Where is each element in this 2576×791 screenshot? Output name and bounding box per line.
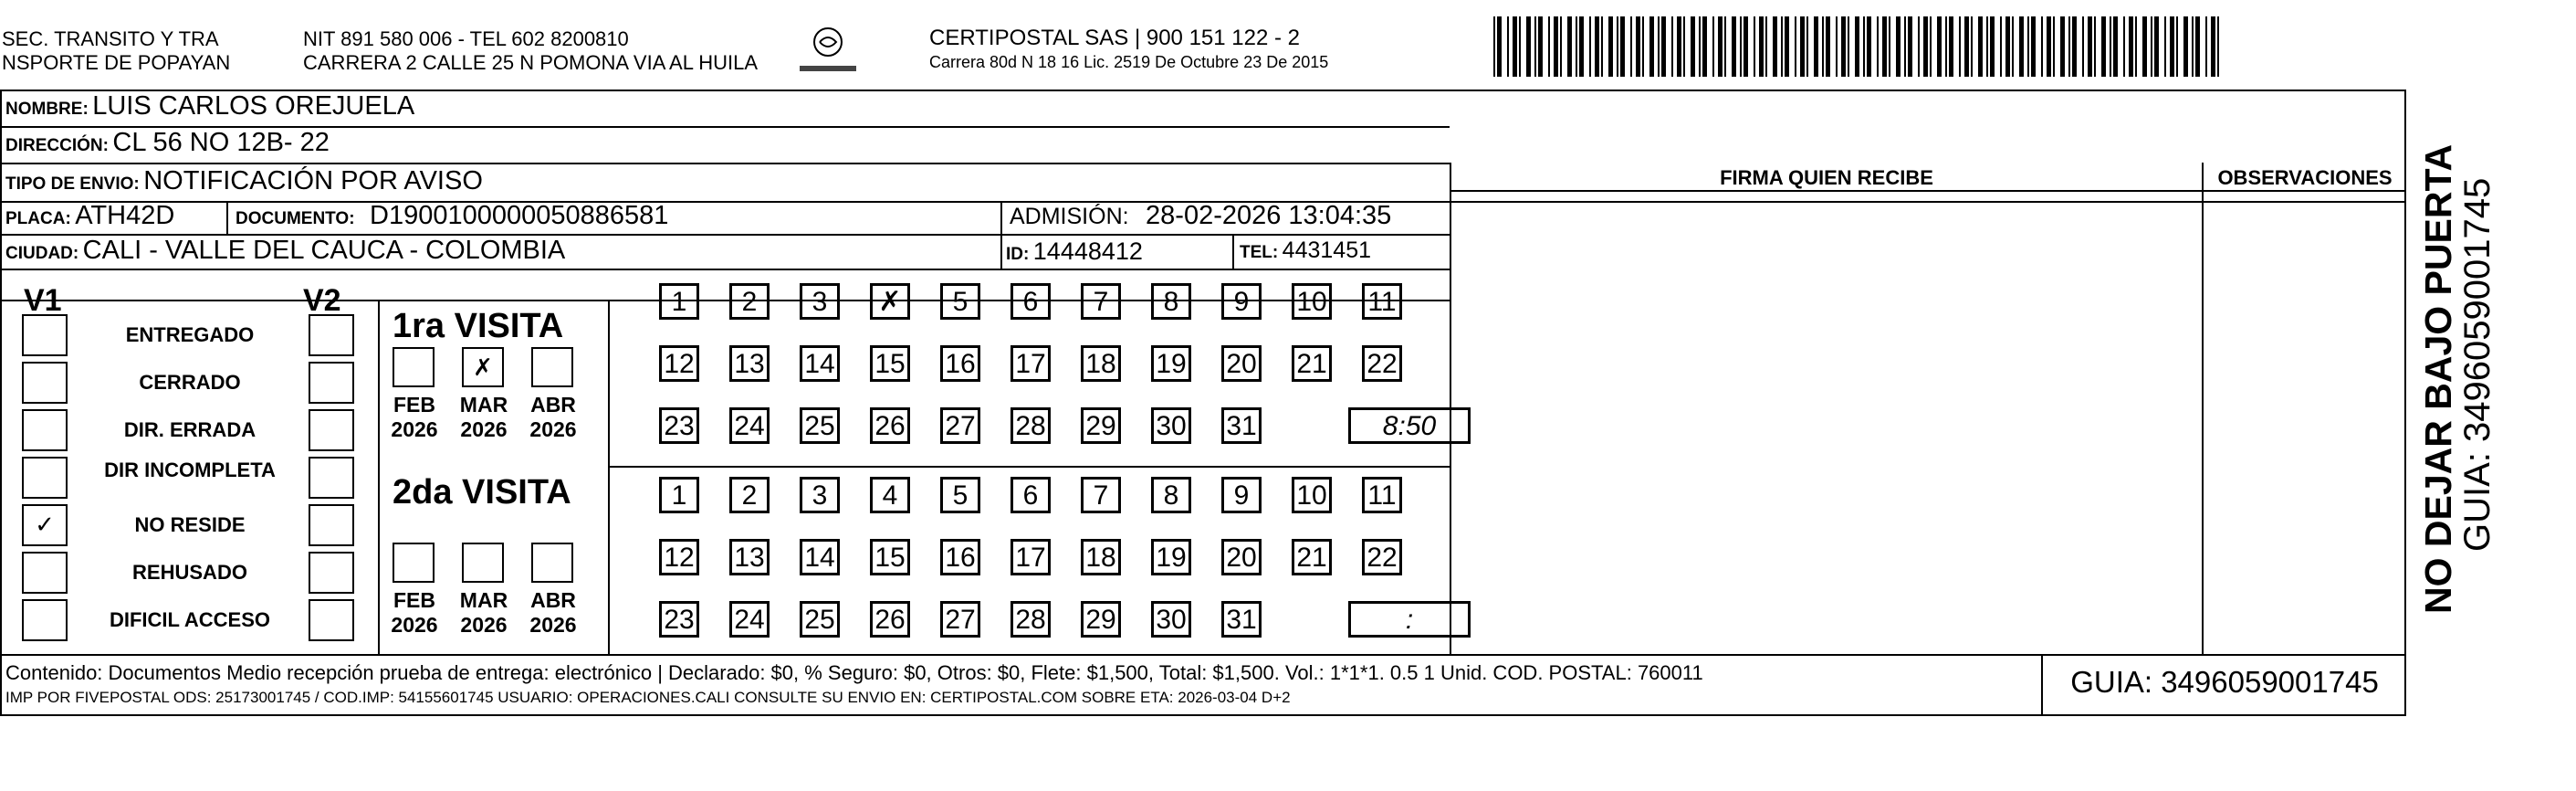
barcode-bar — [1896, 16, 1901, 77]
barcode-bar — [2142, 16, 2147, 77]
barcode-bar — [1671, 16, 1673, 77]
month-year: 2026 — [529, 613, 577, 637]
month-name: MAR — [459, 588, 508, 612]
barcode-bar — [1826, 16, 1830, 77]
barcode-bar — [1759, 16, 1764, 77]
footer-line2: IMP POR FIVEPOSTAL ODS: 25173001745 / COD.IMP: 54155601745 USUARIO: OPERACIONES.CALI CONSULTE SU ENVIO EN: CERTIPOSTAL.COM SOBRE ETA: 2026-03-04 D+2 — [5, 689, 1291, 706]
barcode-bar — [1781, 16, 1783, 77]
barcode-bar — [1601, 16, 1603, 77]
document-row — [236, 201, 668, 231]
v2-checkbox[interactable] — [309, 599, 354, 641]
status-option-label: DIR INCOMPLETA — [104, 459, 276, 481]
barcode-bar — [1773, 16, 1777, 77]
barcode-bar — [1579, 16, 1584, 77]
id-value: 14448412 — [1032, 237, 1143, 265]
barcode-bar — [1636, 16, 1640, 77]
v2-checkbox[interactable] — [309, 552, 354, 594]
status-option-label: ENTREGADO — [125, 323, 255, 346]
signature-header: FIRMA QUIEN RECIBE — [1720, 166, 1933, 189]
barcode-bar — [2088, 16, 2092, 77]
sender-block — [2, 27, 230, 75]
address-label: DIRECCIÓN: — [5, 136, 109, 155]
sender-info-line2: CARRERA 2 CALLE 25 N POMONA VIA AL HUILA — [303, 51, 759, 74]
barcode-bar — [1848, 16, 1849, 77]
barcode-bar — [1493, 16, 1495, 77]
visit2-day-box[interactable]: 10 — [1292, 477, 1332, 513]
barcode-bar — [1589, 16, 1591, 77]
barcode-bar — [1560, 16, 1562, 77]
side-guia: GUIA: 3496059001745 — [2457, 177, 2497, 552]
sender-info-block — [303, 27, 758, 75]
visit1-day-box[interactable]: ✗ — [870, 283, 910, 320]
visit1-day-box[interactable]: 2 — [729, 283, 770, 320]
status-option-label: DIFICIL ACCESO — [109, 608, 270, 631]
v1-checkbox[interactable] — [22, 457, 68, 499]
city-label: CIUDAD: — [5, 244, 79, 263]
visit2-day-box[interactable]: 14 — [800, 539, 840, 575]
barcode-bar — [1702, 16, 1707, 77]
barcode-bar — [1548, 16, 1550, 77]
signature-area[interactable] — [1453, 194, 2200, 652]
barcode-bar — [1513, 16, 1517, 77]
visit1-day-box[interactable]: 21 — [1292, 345, 1332, 382]
visit2-day-box[interactable]: 27 — [940, 601, 980, 638]
barcode-bar — [2047, 16, 2051, 77]
admission-value: 28-02-2026 13:04:35 — [1146, 201, 1392, 230]
barcode-bar — [2129, 16, 2133, 77]
observations-area[interactable] — [2205, 194, 2404, 652]
visit1-day-box[interactable]: 31 — [1221, 407, 1262, 444]
visit1-day-box[interactable]: 9 — [1221, 283, 1262, 320]
visit1-day-box[interactable]: 28 — [1011, 407, 1051, 444]
barcode-bar — [1744, 16, 1748, 77]
barcode-bar — [2012, 16, 2014, 77]
visit1-day-box[interactable]: 18 — [1081, 345, 1121, 382]
visit1-day-box[interactable]: 30 — [1151, 407, 1191, 444]
visit1-day-box[interactable]: 27 — [940, 407, 980, 444]
barcode-bar — [2005, 16, 2010, 77]
visit2-day-box[interactable]: 19 — [1151, 539, 1191, 575]
barcode-bar — [1889, 16, 1890, 77]
visit2-day-box[interactable]: 30 — [1151, 601, 1191, 638]
status-option-label: DIR. ERRADA — [123, 418, 257, 441]
barcode-bar — [1908, 16, 1912, 77]
document-value: D1900100000050886581 — [370, 201, 669, 230]
barcode-bar — [1534, 16, 1536, 77]
visit2-day-box[interactable]: 1 — [659, 477, 699, 513]
visit2-day-box[interactable]: 13 — [729, 539, 770, 575]
visit2-day-box[interactable]: 28 — [1011, 601, 1051, 638]
barcode-graphic — [1490, 16, 2225, 77]
month-year: 2026 — [391, 613, 438, 637]
v2-checkbox[interactable] — [309, 314, 354, 356]
visit1-day-box[interactable]: 15 — [870, 345, 910, 382]
visit2-title: 2da VISITA — [393, 473, 571, 512]
v2-checkbox[interactable] — [309, 409, 354, 451]
delivery-form — [0, 90, 2406, 716]
barcode-bar — [1538, 16, 1543, 77]
barcode-bar — [1814, 16, 1818, 77]
barcode-bar — [1497, 16, 1502, 77]
v1-header: V1 — [24, 283, 62, 318]
visit2-day-box[interactable]: 24 — [729, 601, 770, 638]
barcode-bar — [1620, 16, 1625, 77]
visit2-day-box[interactable]: 5 — [940, 477, 980, 513]
barcode-bar — [1595, 16, 1599, 77]
carrier-line2: Carrera 80d N 18 16 Lic. 2519 De Octubre 23 De 2015 — [929, 53, 1329, 71]
visit1-day-box[interactable]: 20 — [1221, 345, 1262, 382]
barcode-bar — [1519, 16, 1521, 77]
observations-header: OBSERVACIONES — [2217, 166, 2393, 189]
visit2-day-box[interactable]: 2 — [729, 477, 770, 513]
plate-row — [5, 201, 174, 231]
recipient-address: CL 56 NO 12B- 22 — [112, 128, 330, 157]
document-label: DOCUMENTO: — [236, 209, 355, 228]
visit2-month-checkbox[interactable] — [393, 543, 435, 583]
visit1-day-box[interactable]: 13 — [729, 345, 770, 382]
barcode-bar — [2123, 16, 2125, 77]
visit1-day-box[interactable]: 16 — [940, 345, 980, 382]
recipient-name: LUIS CARLOS OREJUELA — [92, 91, 415, 121]
visit2-time-box[interactable]: : — [1348, 601, 1471, 638]
sender-line1: SEC. TRANSITO Y TRA — [2, 27, 219, 50]
barcode-bar — [1507, 16, 1509, 77]
barcode-bar — [2176, 16, 2178, 77]
visit1-month-checkbox[interactable] — [531, 347, 573, 387]
barcode-bar — [2053, 16, 2055, 77]
visit1-day-box[interactable]: 25 — [800, 407, 840, 444]
barcode-bar — [1649, 16, 1654, 77]
barcode-bar — [2072, 16, 2077, 77]
month-name: FEB — [393, 393, 435, 417]
barcode-bar — [1959, 16, 1961, 77]
visit1-title: 1ra VISITA — [393, 307, 564, 345]
tel-row — [1240, 237, 1371, 264]
name-row — [5, 91, 414, 121]
barcode-bar — [1945, 16, 1947, 77]
barcode-bar — [1658, 16, 1660, 77]
visit2-day-box[interactable]: 7 — [1081, 477, 1121, 513]
barcode-bar — [2068, 16, 2070, 77]
barcode — [1490, 16, 2225, 77]
month-year: 2026 — [460, 613, 508, 637]
v1-checkbox[interactable]: ✓ — [22, 504, 68, 546]
month-name: ABR — [530, 588, 576, 612]
address-row — [5, 128, 330, 158]
visit1-month-checkbox[interactable] — [393, 347, 435, 387]
month-year: 2026 — [391, 417, 438, 441]
barcode-bar — [1661, 16, 1666, 77]
visit1-day-box[interactable]: 3 — [800, 283, 840, 320]
barcode-bar — [2113, 16, 2118, 77]
visit1-day-box[interactable]: 7 — [1081, 283, 1121, 320]
barcode-bar — [1526, 16, 1531, 77]
barcode-bar — [1990, 16, 1995, 77]
barcode-bar — [2019, 16, 2024, 77]
type-label: TIPO DE ENVIO: — [5, 174, 140, 194]
v1-checkbox[interactable] — [22, 552, 68, 594]
sender-info-line1: NIT 891 580 006 - TEL 602 8200810 — [303, 27, 629, 50]
plate-value: ATH42D — [75, 201, 175, 230]
barcode-bar — [1822, 16, 1824, 77]
barcode-bar — [1712, 16, 1714, 77]
barcode-bar — [1576, 16, 1577, 77]
visit2-day-box[interactable]: 6 — [1011, 477, 1051, 513]
barcode-bar — [1683, 16, 1685, 77]
barcode-bar — [2154, 16, 2159, 77]
barcode-bar — [1882, 16, 1887, 77]
barcode-bar — [1608, 16, 1613, 77]
visit2-month-label — [385, 588, 444, 638]
visit2-day-box[interactable]: 31 — [1221, 601, 1262, 638]
id-label: ID: — [1006, 245, 1030, 264]
visit2-day-box[interactable]: 9 — [1221, 477, 1262, 513]
barcode-bar — [1765, 16, 1767, 77]
visit2-day-box[interactable]: 20 — [1221, 539, 1262, 575]
carrier-block — [929, 26, 1328, 73]
visit1-day-box[interactable]: 6 — [1011, 283, 1051, 320]
v2-checkbox[interactable] — [309, 504, 354, 546]
visit2-day-box[interactable]: 16 — [940, 539, 980, 575]
city-value: CALI - VALLE DEL CAUCA - COLOMBIA — [82, 236, 566, 265]
v2-header: V2 — [303, 283, 341, 318]
barcode-bar — [1642, 16, 1644, 77]
month-name: ABR — [530, 393, 576, 417]
footer-line1: Contenido: Documentos Medio recepción prueba de entrega: electrónico | Declarado: $0, % Seguro: $0, Otros: $0, Flete: $1,500, Total: $1,500. Vol.: 1*1*1. 0.5 1 Unid. COD. POSTAL: 760011 — [5, 661, 1703, 684]
no-dejar-bajo-puerta: NO DEJAR BAJO PUERTA — [2417, 143, 2459, 614]
visit2-day-box[interactable]: 22 — [1362, 539, 1402, 575]
month-year: 2026 — [529, 417, 577, 441]
visit1-day-box[interactable]: 24 — [729, 407, 770, 444]
barcode-bar — [2027, 16, 2029, 77]
footer-guia: GUIA: 3496059001745 — [2070, 665, 2379, 699]
status-option-label: NO RESIDE — [134, 513, 246, 536]
month-name: MAR — [459, 393, 508, 417]
visit2-day-box[interactable]: 12 — [659, 539, 699, 575]
visit2-day-box[interactable]: 17 — [1011, 539, 1051, 575]
v2-checkbox[interactable] — [309, 362, 354, 404]
barcode-bar — [1567, 16, 1572, 77]
barcode-bar — [2094, 16, 2096, 77]
month-name: FEB — [393, 588, 435, 612]
visit2-day-box[interactable]: 23 — [659, 601, 699, 638]
barcode-bar — [1949, 16, 1953, 77]
visit1-day-box[interactable]: 12 — [659, 345, 699, 382]
barcode-bar — [1971, 16, 1973, 77]
v1-checkbox[interactable] — [22, 599, 68, 641]
barcode-bar — [1904, 16, 1906, 77]
barcode-bar — [2000, 16, 2002, 77]
barcode-bar — [2101, 16, 2106, 77]
barcode-bar — [2183, 16, 2188, 77]
plate-label: PLACA: — [5, 209, 71, 228]
barcode-bar — [1724, 16, 1726, 77]
barcode-bar — [1617, 16, 1618, 77]
barcode-bar — [2195, 16, 2200, 77]
visit2-day-box[interactable]: 18 — [1081, 539, 1121, 575]
barcode-bar — [1978, 16, 1983, 77]
barcode-bar — [1718, 16, 1723, 77]
visit1-month-label — [385, 393, 444, 442]
visit1-day-box[interactable]: 5 — [940, 283, 980, 320]
visit1-day-box[interactable]: 8 — [1151, 283, 1191, 320]
visit2-day-box[interactable]: 8 — [1151, 477, 1191, 513]
visit2-month-label — [455, 588, 513, 638]
visit1-month-checkbox[interactable]: ✗ — [462, 347, 504, 387]
visit2-day-box[interactable]: 11 — [1362, 477, 1402, 513]
barcode-bar — [1863, 16, 1865, 77]
visit1-day-box[interactable]: 10 — [1292, 283, 1332, 320]
visit2-month-label — [524, 588, 582, 638]
visit2-day-box[interactable]: 29 — [1081, 601, 1121, 638]
barcode-bar — [2217, 16, 2219, 77]
name-label: NOMBRE: — [5, 100, 89, 119]
barcode-bar — [1691, 16, 1695, 77]
visit1-day-box[interactable]: 22 — [1362, 345, 1402, 382]
carrier-line1: CERTIPOSTAL SAS | 900 151 122 - 2 — [929, 26, 1300, 50]
v1-checkbox[interactable] — [22, 409, 68, 451]
barcode-bar — [1937, 16, 1942, 77]
city-row — [5, 236, 565, 266]
barcode-bar — [1554, 16, 1558, 77]
barcode-bar — [1855, 16, 1859, 77]
id-row — [1006, 237, 1143, 266]
barcode-bar — [1841, 16, 1846, 77]
barcode-bar — [2170, 16, 2174, 77]
admission-label: ADMISIÓN: — [1010, 204, 1129, 229]
barcode-bar — [2135, 16, 2137, 77]
type-row — [5, 166, 483, 196]
barcode-bar — [2110, 16, 2111, 77]
barcode-bar — [2205, 16, 2207, 77]
barcode-bar — [1867, 16, 1871, 77]
status-option-label: REHUSADO — [132, 561, 247, 584]
barcode-bar — [1923, 16, 1928, 77]
barcode-bar — [1930, 16, 1932, 77]
barcode-bar — [2151, 16, 2152, 77]
admission-row — [1010, 201, 1391, 231]
logo-icon — [794, 24, 862, 79]
visit2-day-box[interactable]: 25 — [800, 601, 840, 638]
visit2-month-checkbox[interactable] — [462, 543, 504, 583]
v2-checkbox[interactable] — [309, 457, 354, 499]
visit1-time-box[interactable]: 8:50 — [1348, 407, 1471, 444]
visit2-day-box[interactable]: 26 — [870, 601, 910, 638]
visit1-day-box[interactable]: 26 — [870, 407, 910, 444]
barcode-bar — [2164, 16, 2166, 77]
visit2-day-box[interactable]: 21 — [1292, 539, 1332, 575]
visit1-day-box[interactable]: 29 — [1081, 407, 1121, 444]
visit2-day-box[interactable]: 3 — [800, 477, 840, 513]
visit1-day-box[interactable]: 1 — [659, 283, 699, 320]
visit2-month-checkbox[interactable] — [531, 543, 573, 583]
tel-label: TEL: — [1240, 243, 1279, 262]
barcode-bar — [1918, 16, 1920, 77]
visit1-day-box[interactable]: 14 — [800, 345, 840, 382]
visit1-month-label — [524, 393, 582, 442]
barcode-bar — [1806, 16, 1808, 77]
barcode-bar — [2192, 16, 2194, 77]
visit2-day-box[interactable]: 15 — [870, 539, 910, 575]
barcode-bar — [2060, 16, 2065, 77]
visit2-day-box[interactable]: 4 — [870, 477, 910, 513]
barcode-bar — [1740, 16, 1742, 77]
v1-checkbox[interactable] — [22, 362, 68, 404]
barcode-bar — [1732, 16, 1736, 77]
certipostal-logo — [794, 24, 862, 79]
barcode-bar — [1800, 16, 1805, 77]
barcode-bar — [1795, 16, 1796, 77]
barcode-bar — [2041, 16, 2043, 77]
visit1-day-box[interactable]: 17 — [1011, 345, 1051, 382]
shipment-type: NOTIFICACIÓN POR AVISO — [143, 166, 483, 195]
barcode-bar — [1785, 16, 1789, 77]
visit1-day-box[interactable]: 23 — [659, 407, 699, 444]
tel-value: 4431451 — [1282, 237, 1371, 263]
barcode-bar — [1677, 16, 1681, 77]
v1-checkbox[interactable] — [22, 314, 68, 356]
barcode-bar — [1836, 16, 1838, 77]
sender-line2: NSPORTE DE POPAYAN — [2, 51, 231, 74]
barcode-bar — [1964, 16, 1969, 77]
barcode-bar — [2031, 16, 2036, 77]
visit1-day-box[interactable]: 19 — [1151, 345, 1191, 382]
barcode-bar — [2082, 16, 2084, 77]
barcode-bar — [1699, 16, 1701, 77]
status-option-label: CERRADO — [139, 371, 241, 394]
visit1-day-box[interactable]: 11 — [1362, 283, 1402, 320]
barcode-bar — [2211, 16, 2215, 77]
visit1-month-label — [455, 393, 513, 442]
month-year: 2026 — [460, 417, 508, 441]
barcode-bar — [1630, 16, 1632, 77]
barcode-bar — [1986, 16, 1988, 77]
barcode-bar — [1877, 16, 1879, 77]
barcode-bar — [1754, 16, 1755, 77]
